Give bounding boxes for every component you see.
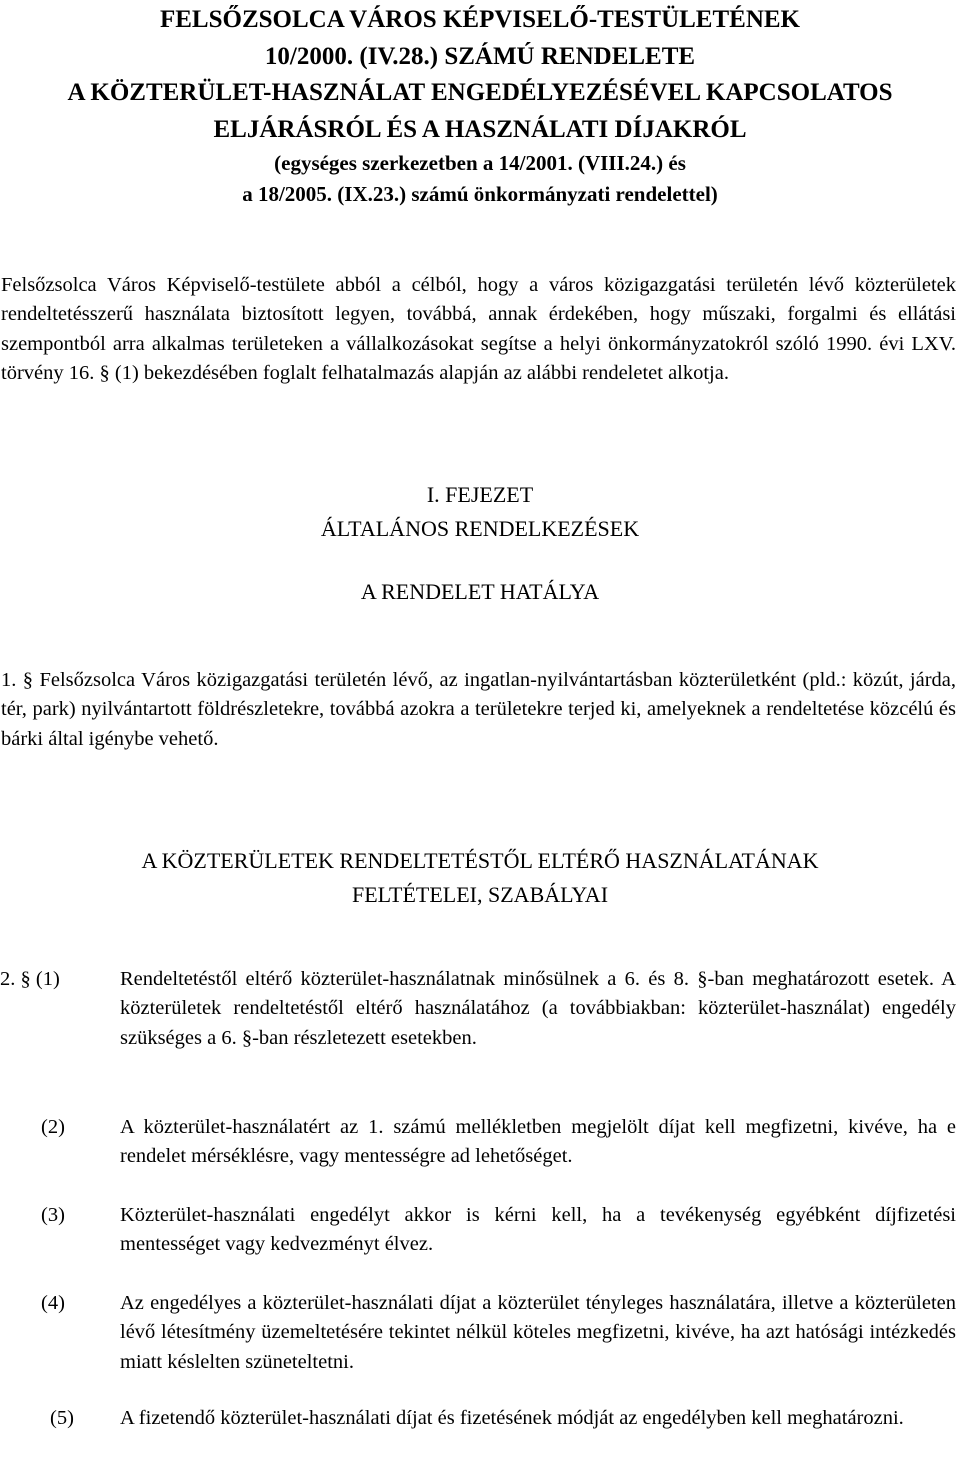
item-text: Rendeltetéstől eltérő közterület-használatnak minősülnek a 6. és 8. §-ban meghatározott esetek. A közterületek rendeltetéstől eltérő használatához (a továbbiakban: közterület-használat) engedély szükséges a 6. §-ban részletezett esetekben. [120,968,956,1049]
item-number: 2. § (1) [0,968,60,990]
section-heading-usage-line-1: A KÖZTERÜLETEK RENDELTETÉSTŐL ELTÉRŐ HASZNÁLATÁNAK [141,848,819,873]
item-number: (5) [50,1407,74,1429]
item-text: A közterület-használatért az 1. számú mellékletben megjelölt díjat kell megfizetni, kivéve, ha e rendelet mérséklésre, vagy mentességre ad lehetőséget. [120,1116,956,1168]
item-number: (2) [41,1116,65,1138]
title-line-1: FELSŐZSOLCA VÁROS KÉPVISELŐ-TESTÜLETÉNEK [159,6,800,33]
title-line-5: (egységes szerkezetben a 14/2001. (VIII.24.) és [274,151,686,175]
item-text: A fizetendő közterület-használati díjat és fizetésének módját az engedélyben kell meghatározni. [120,1407,904,1429]
preamble: Felsőzsolca Város Képviselő-testülete abból a célból, hogy a város közigazgatási területén lévő közterületek rendeltetésszerű használata biztosított legyen, továbbá, annak érdekében, hogy műszaki, forgalmi és ellátási szempontból arra alkalmas területeken a vállalkozásokat segítse a helyi önkormányzatokról szóló 1990. évi LXV. törvény 16. § (1) bekezdésében foglalt felhatalmazás alapján az alábbi rendeletet alkotja. [1,274,956,384]
chapter-number: I. FEJEZET [426,482,534,507]
chapter-title: ÁLTALÁNOS RENDELKEZÉSEK [320,516,640,541]
paragraph-1: 1. § Felsőzsolca Város közigazgatási területén lévő, az ingatlan-nyilvántartásban közterületként (pld.: közút, járda, tér, park) nyilvántartott földrészletekre, továbbá azokra a területekre terjed ki, amelyeknek a rendeltetése közcélú és bárki által igénybe vehető. [1,669,956,750]
title-line-3: A KÖZTERÜLET-HASZNÁLAT ENGEDÉLYEZÉSÉVEL KAPCSOLATOS [67,79,893,106]
title-line-4: ELJÁRÁSRÓL ÉS A HASZNÁLATI DÍJAKRÓL [213,115,747,143]
title-line-2: 10/2000. (IV.28.) SZÁMÚ RENDELETE [264,42,696,70]
item-number: (4) [41,1292,65,1314]
item-text: Az engedélyes a közterület-használati díjat a közterület tényleges használatára, illetve a közterületen lévő létesítmény üzemeltetésére tekintet nélkül köteles megfizetni, kivéve, ha azt hatósági intézkedés miatt késlelten szüneteltetni. [120,1292,956,1373]
document-title [0,2,960,210]
section-heading-scope: A RENDELET HATÁLYA [360,579,600,604]
item-number: (3) [41,1204,65,1226]
item-text: Közterület-használati engedélyt akkor is kérni kell, ha a tevékenység egyébként díjfizetési mentességet vagy kedvezményt élvez. [120,1204,956,1256]
section-heading-usage-line-2: FELTÉTELEI, SZABÁLYAI [351,882,609,907]
title-line-6: a 18/2005. (IX.23.) számú önkormányzati rendelettel) [242,182,718,206]
